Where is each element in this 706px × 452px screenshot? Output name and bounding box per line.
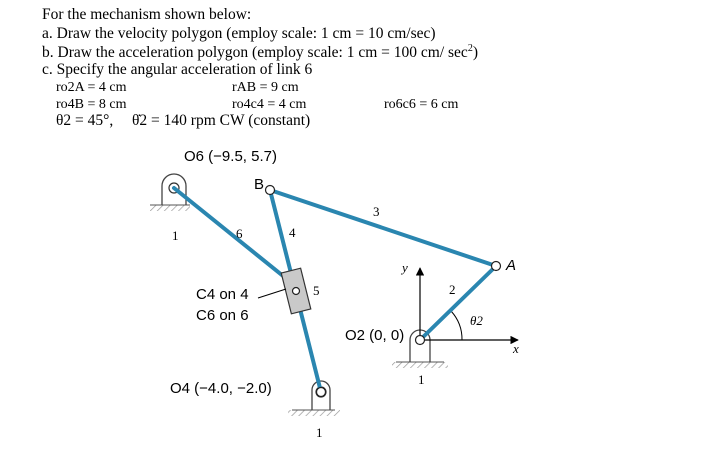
part-b-close: ) — [472, 44, 478, 62]
o6-label: O6 (−9.5, 5.7) — [184, 148, 277, 165]
given-r-o4c4: ro4c4 = 4 cm — [232, 97, 307, 112]
ground-o6 — [150, 174, 190, 211]
link-1-label-right: 1 — [418, 372, 425, 387]
link-2-label: 2 — [449, 282, 456, 297]
link-1-label-bottom: 1 — [316, 425, 323, 440]
link-1-label-left: 1 — [172, 228, 179, 243]
part-b-superscript: 2 — [467, 43, 473, 54]
given-r-ab: rAB = 9 cm — [232, 80, 299, 95]
joint-b — [266, 186, 275, 195]
pin-c — [293, 288, 300, 295]
theta2-label: θ2 — [470, 313, 483, 328]
c4-label: C4 on 4 — [196, 286, 249, 303]
given-r-o4b: ro4B = 8 cm — [56, 97, 127, 112]
y-axis-label: y — [402, 260, 408, 275]
theta2-arc — [451, 311, 462, 340]
link-6-label: 6 — [236, 226, 243, 241]
point-b-label: B — [254, 176, 265, 193]
link-2 — [420, 266, 496, 340]
c6-label: C6 on 6 — [196, 307, 249, 324]
x-axis-label: x — [513, 341, 519, 356]
o2-label: O2 (0, 0) — [345, 327, 405, 344]
c-leader-line — [258, 289, 286, 298]
o4-label: O4 (−4.0, −2.0) — [170, 380, 272, 397]
given-r-o6c6: ro6c6 = 6 cm — [384, 97, 459, 112]
part-c-text: c. Specify the angular acceleration of link 6 — [42, 61, 313, 78]
ground-o4 — [288, 381, 340, 416]
joint-a — [492, 262, 501, 271]
given-omega2: θ̇2 = 140 rpm CW (constant) — [132, 112, 311, 129]
point-a-label: A — [506, 257, 517, 274]
link-3-label: 3 — [373, 204, 380, 219]
link-5-label: 5 — [313, 283, 320, 298]
part-b-main: b. Draw the acceleration polygon (employ scale: 1 cm = 100 cm/ sec — [42, 44, 468, 62]
joint-o4 — [317, 388, 326, 397]
given-r-o2a: ro2A = 4 cm — [56, 80, 127, 95]
part-a-text: a. Draw the velocity polygon (employ scale: 1 cm = 10 cm/sec) — [42, 25, 436, 42]
intro-text: For the mechanism shown below: — [42, 6, 252, 23]
link-3 — [270, 190, 496, 266]
given-theta2: θ2 = 45°, — [56, 112, 114, 129]
joint-o2 — [416, 336, 425, 345]
link-4-label: 4 — [289, 225, 296, 240]
